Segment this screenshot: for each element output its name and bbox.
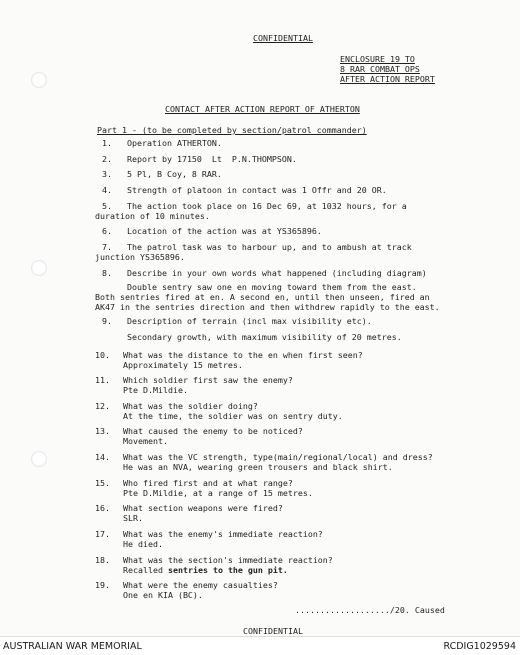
item-number: 2. [102,154,112,164]
item-number: 5. [102,201,112,211]
item-text: Pte D.Mildie, at a range of 15 metres. [123,488,313,498]
item-text: The patrol task was to harbour up, and to ambush at track [127,242,412,252]
punch-hole [31,451,47,467]
archive-footer-bar [0,636,520,655]
item-text: junction YS365896. [95,252,185,262]
footer-classification: CONFIDENTIAL [243,626,303,634]
item-number: 18. [95,555,110,565]
item-text: What caused the enemy to be noticed? [123,426,303,436]
archive-name: AUSTRALIAN WAR MEMORIAL [3,641,142,652]
item-number: 12. [95,401,110,411]
item-text: Who fired first and at what range? [123,478,293,488]
item-text: Describe in your own words what happened (including diagram) [127,268,427,278]
header-classification: CONFIDENTIAL [253,33,313,43]
item-text: What was the enemy's immediate reaction? [123,529,323,539]
part-heading: Part 1 - (to be completed by section/patrol commander) [97,125,367,135]
item-number: 4. [102,185,112,195]
item-number: 3. [102,169,112,179]
item-text: What was the section's immediate reaction? [123,555,333,565]
item-number: 13. [95,426,110,436]
enclosure-line: 8 RAR COMBAT OPS [340,64,420,74]
item-text: The action took place on 16 Dec 69, at 1032 hours, for a [127,201,407,211]
enclosure-line: AFTER ACTION REPORT [340,74,435,84]
item-text: AK47 in the sentries direction and then withdrew rapidly to the east. [95,302,440,312]
punch-hole [31,260,47,276]
archive-reference: RCDIG1029594 [443,641,516,652]
item-text: At the time, the soldier was on sentry duty. [123,411,343,421]
item-text: Report by 17150 Lt P.N.THOMPSON. [127,154,297,164]
item-number: 17. [95,529,110,539]
item-text: Secondary growth, with maximum visibility of 20 metres. [127,332,402,342]
item-number: 16. [95,503,110,513]
item-text: Both sentries fired at en. A second en, until then unseen, fired an [95,292,430,302]
item-number: 1. [102,138,112,148]
item-text: Operation ATHERTON. [127,138,222,148]
item-number: 9. [102,316,112,326]
item-text: He was an NVA, wearing green trousers and black shirt. [123,462,393,472]
item-number: 11. [95,375,110,385]
item-number: 19. [95,580,110,590]
item-text: What was the VC strength, type(main/regional/local) and dress? [123,452,433,462]
item-number: 14. [95,452,110,462]
item-text: Double sentry saw one en moving toward them from the east. [127,282,417,292]
report-title: CONTACT AFTER ACTION REPORT OF ATHERTON [165,104,360,114]
item-text: What was the distance to the en when first seen? [123,350,363,360]
item-text: Location of the action was at YS365896. [127,226,322,236]
item-number: 15. [95,478,110,488]
item-text: SLR. [123,513,143,523]
item-text: Approximately 15 metres. [123,360,243,370]
item-number: 8. [102,268,112,278]
item-text: What were the enemy casualties? [123,580,278,590]
page-reference: .................../20. Caused [295,605,445,615]
item-number: 10. [95,350,110,360]
item-text: He died. [123,539,163,549]
item-text: What section weapons were fired? [123,503,283,513]
item-text: 5 Pl, B Coy, 8 RAR. [127,169,222,179]
item-text-emphasis: sentries to the gun pit. [168,565,288,575]
enclosure-line: ENCLOSURE 19 TO [340,54,415,64]
item-text: Strength of platoon in contact was 1 Offr and 20 OR. [127,185,387,195]
item-text: duration of 10 minutes. [95,211,210,221]
item-text: What was the soldier doing? [123,401,258,411]
item-text: Movement. [123,436,168,446]
item-text: Description of terrain (incl max visibility etc). [127,316,372,326]
item-number: 7. [102,242,112,252]
item-text: Recalled [123,565,163,575]
item-text: Which soldier first saw the enemy? [123,375,293,385]
item-text: One en KIA (BC). [123,590,203,600]
punch-hole [31,72,47,88]
item-number: 6. [102,226,112,236]
item-text: Pte D.Mildie. [123,385,188,395]
